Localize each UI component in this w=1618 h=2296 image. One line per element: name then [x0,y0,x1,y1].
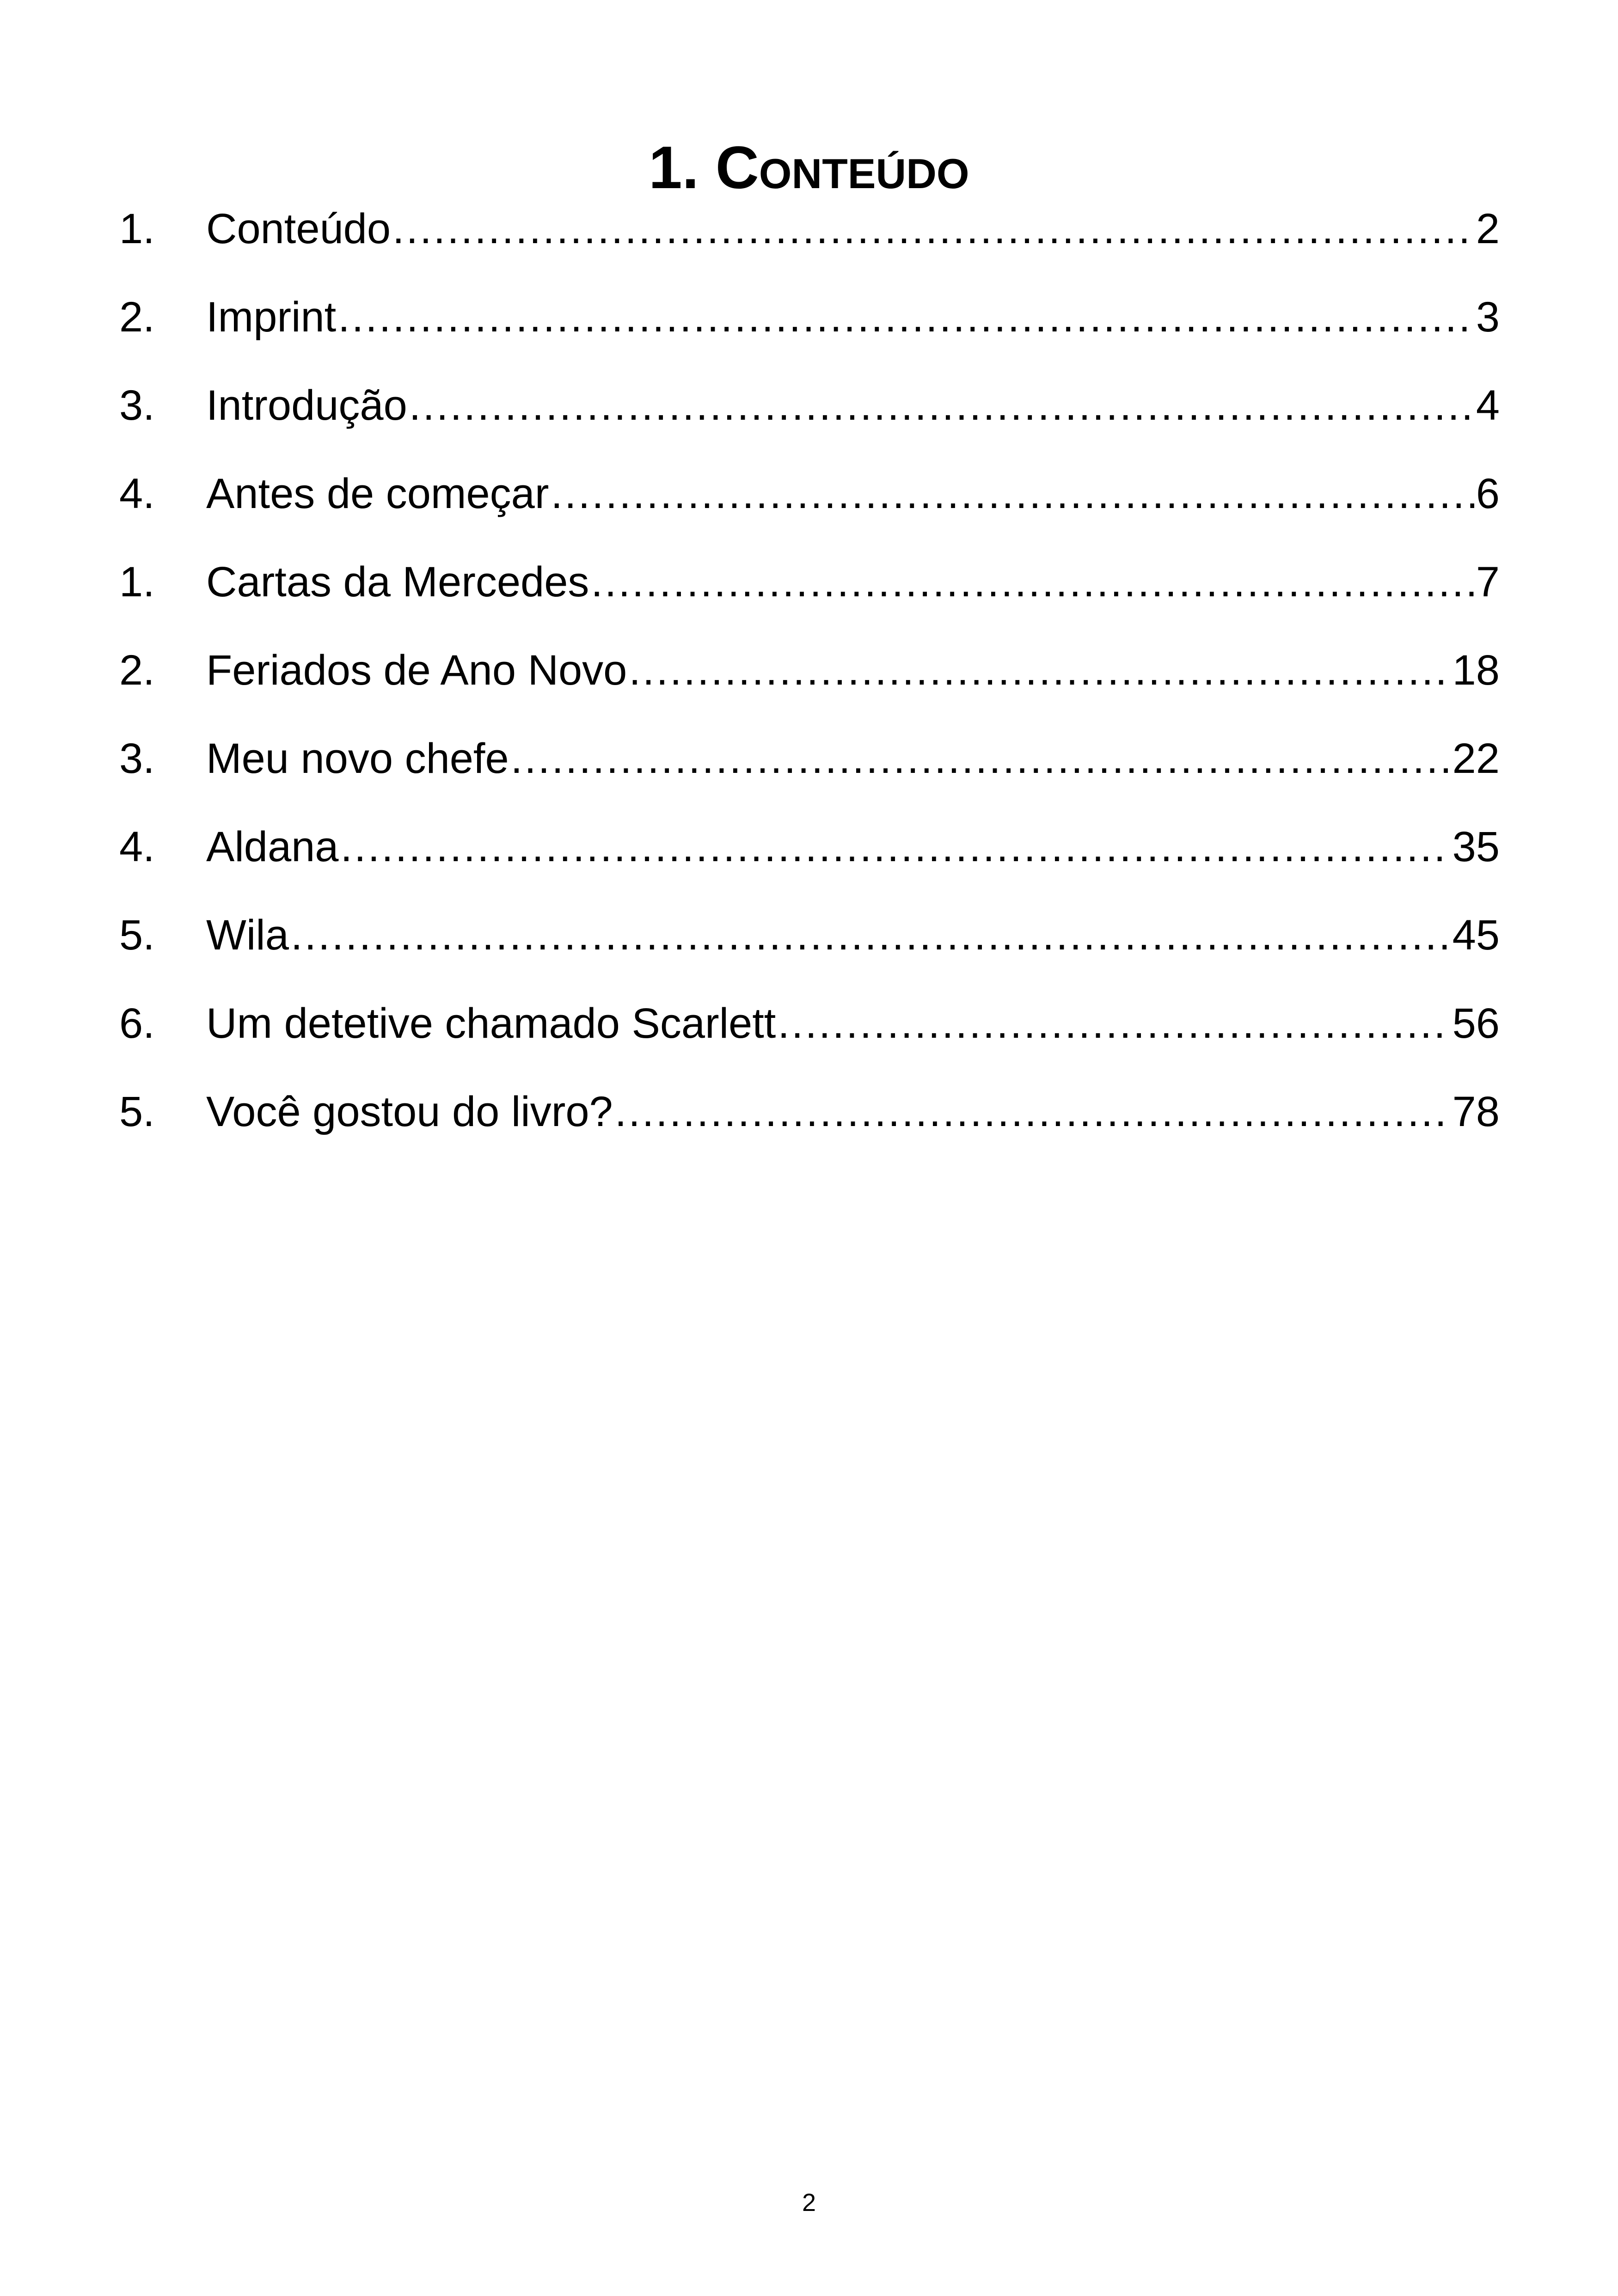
toc-entry-number: 1. [119,558,155,606]
toc-entry-page: 45 [1452,912,1500,959]
toc-entry-page: 6 [1476,470,1500,517]
toc-entry[interactable] [119,289,1500,378]
toc-dot-leader [591,554,1474,610]
toc-entry-number: 2. [119,294,155,341]
page-number: 2 [802,2189,816,2216]
toc-entry[interactable] [119,731,1500,819]
toc-dot-leader [392,201,1474,257]
toc-entry-page: 78 [1452,1088,1500,1135]
toc-dot-leader [338,289,1474,345]
toc-entry[interactable] [119,819,1500,907]
toc-entry-page: 22 [1452,735,1500,782]
toc-entry[interactable] [119,907,1500,996]
toc-entry-number: 5. [119,1088,155,1135]
toc-entry-page: 3 [1476,294,1500,341]
toc-entry-number: 4. [119,823,155,870]
toc-entry-number: 3. [119,382,155,429]
toc-entry-number: 5. [119,912,155,959]
toc-dot-leader [615,1084,1451,1139]
toc-entry-number: 2. [119,647,155,694]
title-text: Conteúdo [715,134,969,202]
title-number: 1. [649,134,699,202]
toc-entry[interactable] [119,554,1500,643]
toc-entry-label: Wila [206,912,289,959]
toc-dot-leader [291,907,1451,963]
toc-entry-page: 56 [1452,1000,1500,1047]
toc-entry-page: 35 [1452,823,1500,870]
table-of-contents [119,201,1500,1172]
toc-entry-number: 6. [119,1000,155,1047]
toc-entry-label: Aldana [206,823,339,870]
toc-entry-number: 4. [119,470,155,517]
toc-entry[interactable] [119,201,1500,289]
toc-entry-page: 7 [1476,558,1500,606]
toc-entry-label: Feriados de Ano Novo [206,647,627,694]
toc-entry-label: Conteúdo [206,205,391,252]
toc-entry-page: 18 [1452,647,1500,694]
toc-entry-page: 2 [1476,205,1500,252]
toc-entry[interactable] [119,643,1500,731]
toc-entry-label: Antes de começar [206,470,549,517]
toc-entry[interactable] [119,1084,1500,1172]
toc-dot-leader [629,643,1450,698]
toc-entry-label: Você gostou do livro? [206,1088,613,1135]
toc-entry-page: 4 [1476,382,1500,429]
page-title [0,130,1618,204]
toc-entry[interactable] [119,996,1500,1084]
toc-entry-label: Um detetive chamado Scarlett [206,1000,776,1047]
toc-dot-leader [511,731,1451,786]
toc-dot-leader [409,378,1474,433]
toc-entry-number: 1. [119,205,155,252]
toc-entry-label: Cartas da Mercedes [206,558,589,606]
toc-entry[interactable] [119,378,1500,466]
toc-dot-leader [778,996,1450,1051]
toc-entry-label: Meu novo chefe [206,735,509,782]
toc-dot-leader [551,466,1474,521]
toc-entry[interactable] [119,466,1500,554]
toc-entry-label: Imprint [206,294,337,341]
toc-entry-number: 3. [119,735,155,782]
toc-dot-leader [340,819,1450,875]
toc-entry-label: Introdução [206,382,407,429]
